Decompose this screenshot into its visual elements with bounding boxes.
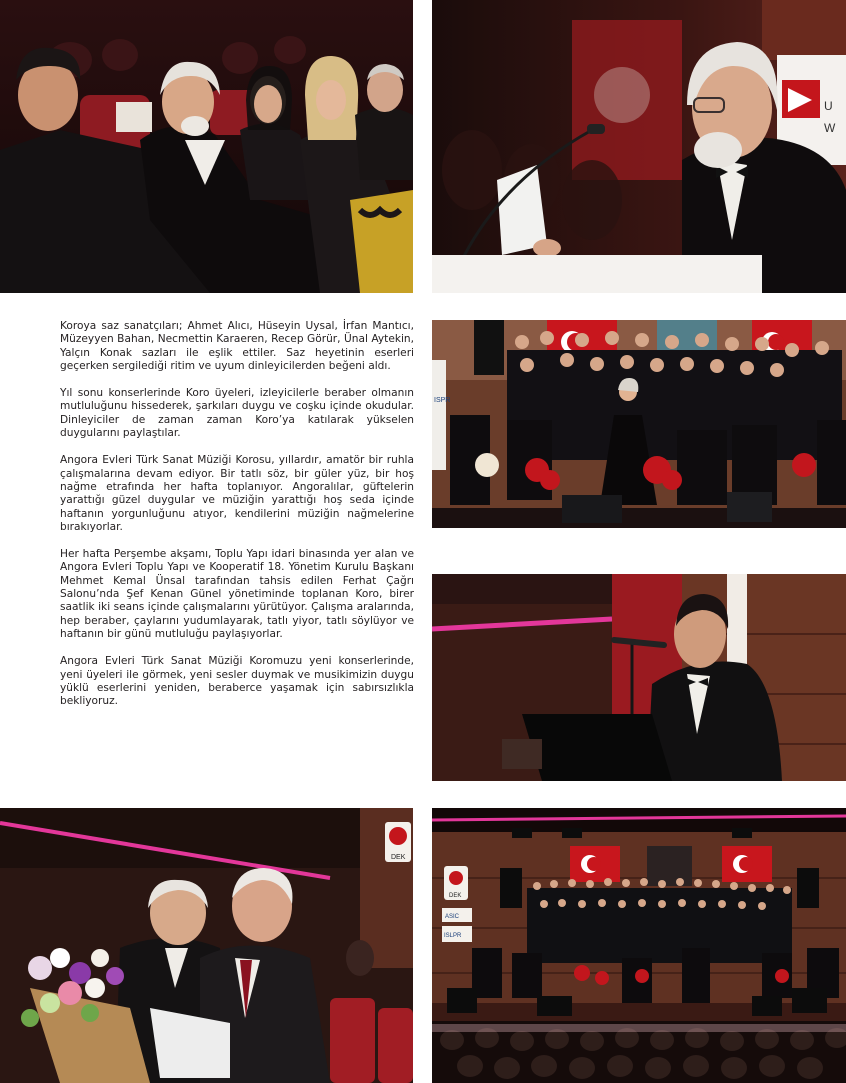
sponsor-label-2: ISLPR — [444, 933, 462, 939]
article-paragraph: Her hafta Perşembe akşamı, Toplu Yapı idari binasında yer alan ve Angora Evleri Toplu Yapı ve Kooperatif 18. Yönetim Kurulu Başkanı Mehmet Kemal Ünsal tarafından tahsis edilen Ferhat Çağrı Salonu’nda Şef Kenan Günel yönetiminde toplanan Koro, birer saatlik iki seans içinde çalışmalarını yürütüyor. Çalışma aralarında, hep beraber, çaylarını yudumlayarak, tatlı yiyor, tatlı söylüyor ve haftanın bir günü mutluluğu paylaşıyorlar. — [60, 548, 414, 640]
article-paragraph: Angora Evleri Türk Sanat Müziği Korosu, yıllardır, amatör bir ruhla çalışmalarına devam ediyor. Bir tatlı söz, bir güler yüz, bir hoş nağme etrafında her hafta toplanıyor. Angoralılar, güftelerin yarattığı güzel duygular ve müziğin yarattığı hoş seda içinde haftanın yorgunluğunu atıyor, kendilerini müziğin nağmelerine bırakıyorlar. — [60, 454, 414, 533]
photo-speaker — [432, 0, 846, 293]
photo-choir-stage — [432, 320, 846, 528]
photo-flowers — [0, 808, 413, 1083]
photo-wide-stage — [432, 808, 846, 1083]
article-paragraph: Angora Evleri Türk Sanat Müziği Koromuzu yeni konserlerinde, yeni üyeleri ile görmek, yeni sesler duymak ve musikimizin duygu yüklü eserlerini yeniden, beraberce yaşamak için sabırsızlıkla bekliyoruz. — [60, 655, 414, 708]
photo-male-singer — [432, 574, 846, 781]
article-paragraph: Yıl sonu konserlerinde Koro üyeleri, izleyicilerle beraber olmanın mutluluğunu hissederek, şarkıları duygu ve coşku içinde okudular. Dinleyiciler de zaman zaman Koro’ya katılarak yükselen duygularını paylaştılar. — [60, 387, 414, 440]
flowers-logo-text: DEK — [391, 854, 406, 861]
choir-banner-text: ISPR — [434, 397, 451, 404]
speaker-sign-letter-w: W — [824, 121, 836, 135]
photo-audience — [0, 0, 413, 293]
speaker-sign-letter-u: U — [824, 99, 833, 113]
sponsor-label-1: ASIC — [445, 914, 460, 920]
article-paragraph: Koroya saz sanatçıları; Ahmet Alıcı, Hüseyin Uysal, İrfan Mantıcı, Müzeyyen Bahan, Necmettin Karaeren, Recep Görür, Ünal Aytekin, Yalçın Konak sazları ile eşlik ettiler. Saz heyetinin eserleri geçerken sergilediği ritim ve uyum dinleyicilerden beğeni aldı. — [60, 320, 414, 372]
stage-logo-text: DEK — [449, 893, 462, 899]
article-text — [60, 320, 414, 722]
